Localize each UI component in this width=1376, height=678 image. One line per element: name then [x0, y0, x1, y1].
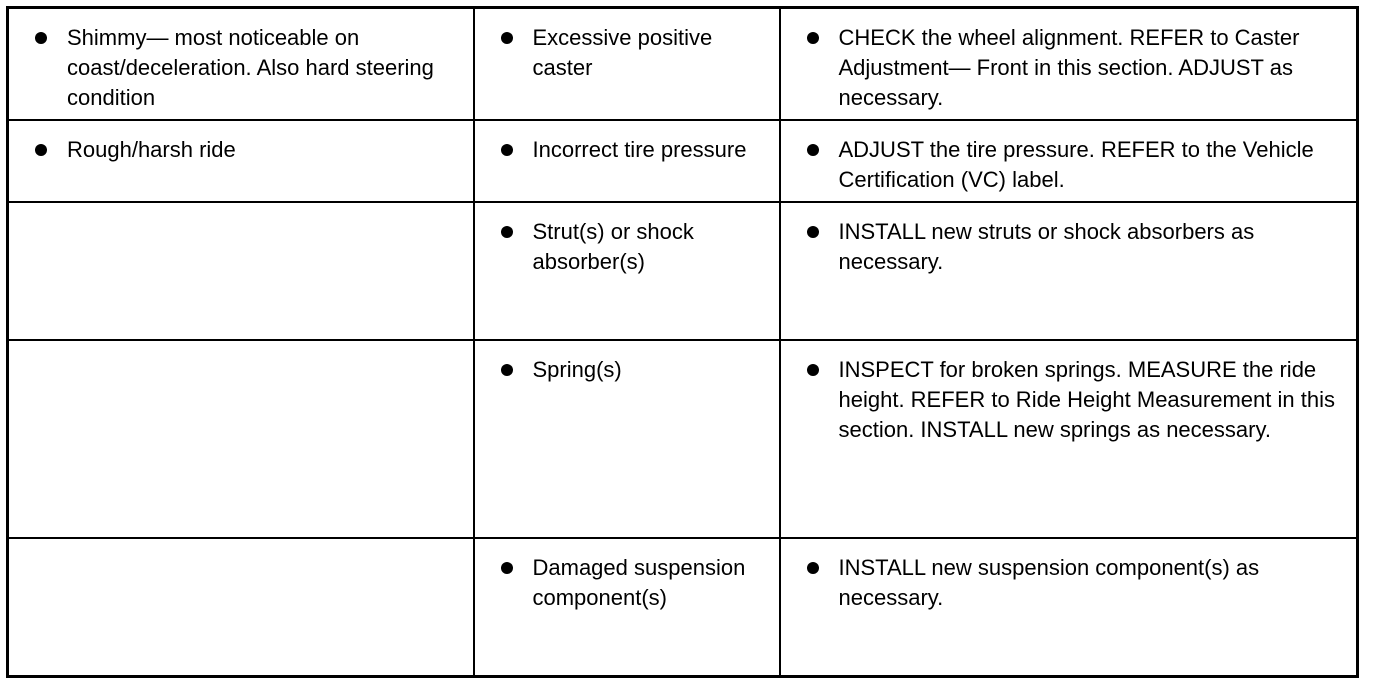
action-cell	[780, 8, 1358, 121]
bullet-icon	[501, 32, 513, 44]
bullet-icon	[35, 144, 47, 156]
condition-cell	[8, 202, 474, 340]
cause-cell	[474, 120, 780, 202]
condition-cell	[8, 538, 474, 676]
list-item	[501, 355, 769, 385]
table-row	[8, 120, 1358, 202]
table-row	[8, 538, 1358, 676]
action-text: CHECK the wheel alignment. REFER to Caster Adjustment— Front in this section. ADJUST as necessary.	[838, 25, 1300, 110]
list-item	[807, 355, 1347, 445]
list-item	[501, 217, 769, 277]
cause-text: Strut(s) or shock absorber(s)	[532, 219, 694, 274]
list-item	[807, 23, 1347, 113]
action-text: INSTALL new struts or shock absorbers as necessary.	[838, 219, 1255, 274]
cause-cell	[474, 340, 780, 538]
condition-cell	[8, 340, 474, 538]
cause-cell	[474, 202, 780, 340]
table-row	[8, 8, 1358, 121]
cause-text: Incorrect tire pressure	[532, 137, 747, 162]
list-item	[807, 135, 1347, 195]
diagnosis-table	[6, 6, 1359, 678]
list-item	[35, 135, 463, 165]
list-item	[501, 135, 769, 165]
bullet-icon	[501, 562, 513, 574]
condition-cell	[8, 8, 474, 121]
bullet-icon	[501, 364, 513, 376]
bullet-icon	[807, 226, 819, 238]
bullet-icon	[35, 32, 47, 44]
action-cell	[780, 340, 1358, 538]
action-cell	[780, 202, 1358, 340]
bullet-icon	[807, 364, 819, 376]
table-row	[8, 340, 1358, 538]
action-cell	[780, 120, 1358, 202]
action-text: INSTALL new suspension component(s) as necessary.	[838, 555, 1260, 610]
list-item	[807, 553, 1347, 613]
list-item	[501, 553, 769, 613]
action-cell	[780, 538, 1358, 676]
table-row	[8, 202, 1358, 340]
condition-text: Rough/harsh ride	[67, 137, 236, 162]
bullet-icon	[807, 562, 819, 574]
action-text: ADJUST the tire pressure. REFER to the Vehicle Certification (VC) label.	[838, 137, 1314, 192]
bullet-icon	[501, 226, 513, 238]
cause-text: Spring(s)	[532, 357, 622, 382]
condition-text: Shimmy— most noticeable on coast/deceleration. Also hard steering condition	[67, 25, 434, 110]
cause-text: Damaged suspension component(s)	[532, 555, 746, 610]
bullet-icon	[807, 32, 819, 44]
list-item	[35, 23, 463, 113]
cause-text: Excessive positive caster	[532, 25, 713, 80]
action-text: INSPECT for broken springs. MEASURE the ride height. REFER to Ride Height Measurement in this section. INSTALL new springs as necessary.	[838, 357, 1335, 442]
bullet-icon	[501, 144, 513, 156]
condition-cell	[8, 120, 474, 202]
list-item	[501, 23, 769, 83]
cause-cell	[474, 8, 780, 121]
bullet-icon	[807, 144, 819, 156]
list-item	[807, 217, 1347, 277]
cause-cell	[474, 538, 780, 676]
